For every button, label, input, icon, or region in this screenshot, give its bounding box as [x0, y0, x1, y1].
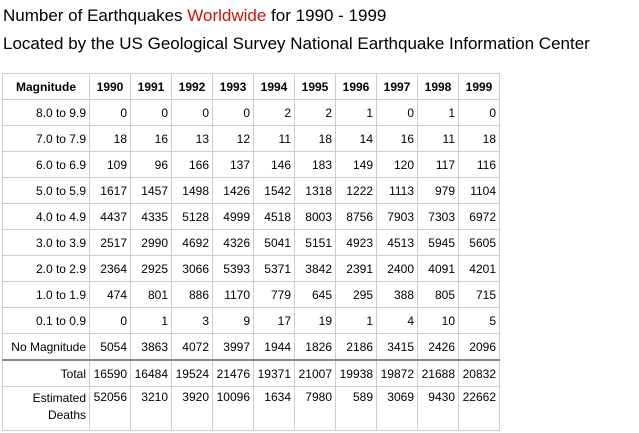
table-cell: 120 [377, 152, 418, 178]
column-header-year: 1992 [172, 74, 213, 100]
table-row [3, 178, 500, 204]
table-cell: 1826 [295, 334, 336, 361]
table-row [3, 100, 500, 126]
table-cell: 1542 [254, 178, 295, 204]
page-subtitle: Located by the US Geological Survey National Earthquake Information Center [3, 34, 590, 53]
table-cell: 3920 [172, 387, 213, 431]
table-cell: 1 [336, 100, 377, 126]
table-cell: 589 [336, 387, 377, 431]
table-cell: 1 [418, 100, 459, 126]
table-cell: 18 [295, 126, 336, 152]
table-cell: 0 [459, 100, 500, 126]
table-cell: 8003 [295, 204, 336, 230]
table-row [3, 256, 500, 282]
table-cell: 10096 [213, 387, 254, 431]
table-cell: 22662 [459, 387, 500, 431]
page-title [3, 6, 386, 26]
table-cell: 117 [418, 152, 459, 178]
table-cell: 1426 [213, 178, 254, 204]
table-cell: 16 [131, 126, 172, 152]
table-cell: 5945 [418, 230, 459, 256]
table-cell: 5393 [213, 256, 254, 282]
row-label: 4.0 to 4.9 [3, 204, 90, 230]
table-cell: 1104 [459, 178, 500, 204]
table-cell: 5054 [90, 334, 131, 361]
table-cell: 16 [377, 126, 418, 152]
table-row [3, 334, 500, 361]
total-row [3, 360, 500, 387]
table-row [3, 230, 500, 256]
table-cell: 10 [418, 308, 459, 334]
table-cell: 1457 [131, 178, 172, 204]
table-cell: 645 [295, 282, 336, 308]
column-header-year: 1994 [254, 74, 295, 100]
table-cell: 2517 [90, 230, 131, 256]
table-cell: 4335 [131, 204, 172, 230]
table-cell: 0 [377, 100, 418, 126]
table-cell: 4437 [90, 204, 131, 230]
table-cell: 1498 [172, 178, 213, 204]
table-cell: 1113 [377, 178, 418, 204]
table-cell: 2391 [336, 256, 377, 282]
table-cell: 3842 [295, 256, 336, 282]
table-cell: 805 [418, 282, 459, 308]
title-accent-worldwide: Worldwide [187, 6, 267, 25]
table-cell: 2925 [131, 256, 172, 282]
table-cell: 715 [459, 282, 500, 308]
table-cell: 3069 [377, 387, 418, 431]
row-label: Estimated Deaths [3, 387, 90, 431]
table-cell: 0 [213, 100, 254, 126]
table-cell: 52056 [90, 387, 131, 431]
row-label: 5.0 to 5.9 [3, 178, 90, 204]
column-header-year: 1998 [418, 74, 459, 100]
table-cell: 2 [295, 100, 336, 126]
table-cell: 4692 [172, 230, 213, 256]
table-cell: 0 [131, 100, 172, 126]
table-cell: 979 [418, 178, 459, 204]
table-cell: 4513 [377, 230, 418, 256]
table-cell: 7303 [418, 204, 459, 230]
table-cell: 13 [172, 126, 213, 152]
row-label: No Magnitude [3, 334, 90, 361]
table-cell: 2990 [131, 230, 172, 256]
row-label: 1.0 to 1.9 [3, 282, 90, 308]
table-cell: 4201 [459, 256, 500, 282]
table-cell: 3863 [131, 334, 172, 361]
table-cell: 12 [213, 126, 254, 152]
table-cell: 4999 [213, 204, 254, 230]
table-cell: 0 [90, 100, 131, 126]
table-cell: 1 [131, 308, 172, 334]
table-cell: 1222 [336, 178, 377, 204]
table-cell: 474 [90, 282, 131, 308]
table-cell: 19524 [172, 360, 213, 387]
table-cell: 2364 [90, 256, 131, 282]
table-cell: 20832 [459, 360, 500, 387]
table-body [3, 100, 500, 431]
row-label: 8.0 to 9.9 [3, 100, 90, 126]
table-cell: 5041 [254, 230, 295, 256]
table-cell: 295 [336, 282, 377, 308]
table-cell: 3997 [213, 334, 254, 361]
table-cell: 19938 [336, 360, 377, 387]
table-cell: 17 [254, 308, 295, 334]
table-cell: 11 [418, 126, 459, 152]
table-cell: 18 [459, 126, 500, 152]
table-cell: 21476 [213, 360, 254, 387]
row-label: Total [3, 360, 90, 387]
column-header-year: 1993 [213, 74, 254, 100]
table-cell: 7980 [295, 387, 336, 431]
table-cell: 0 [90, 308, 131, 334]
table-cell: 6972 [459, 204, 500, 230]
table-cell: 109 [90, 152, 131, 178]
table-cell: 3210 [131, 387, 172, 431]
column-header-year: 1997 [377, 74, 418, 100]
table-cell: 4072 [172, 334, 213, 361]
table-cell: 19 [295, 308, 336, 334]
table-cell: 5371 [254, 256, 295, 282]
deaths-row [3, 387, 500, 431]
table-cell: 3066 [172, 256, 213, 282]
table-row [3, 308, 500, 334]
row-label: 6.0 to 6.9 [3, 152, 90, 178]
title-prefix: Number of Earthquakes [3, 6, 188, 25]
row-label: 7.0 to 7.9 [3, 126, 90, 152]
table-cell: 779 [254, 282, 295, 308]
column-header-year: 1990 [90, 74, 131, 100]
table-header-row [3, 74, 500, 100]
table-cell: 14 [336, 126, 377, 152]
title-suffix: for 1990 - 1999 [266, 6, 387, 25]
table-cell: 21007 [295, 360, 336, 387]
table-cell: 4 [377, 308, 418, 334]
table-cell: 18 [90, 126, 131, 152]
column-header-year: 1995 [295, 74, 336, 100]
table-cell: 5128 [172, 204, 213, 230]
table-cell: 1617 [90, 178, 131, 204]
table-cell: 116 [459, 152, 500, 178]
table-row [3, 152, 500, 178]
table-row [3, 282, 500, 308]
table-cell: 146 [254, 152, 295, 178]
table-cell: 21688 [418, 360, 459, 387]
table-cell: 11 [254, 126, 295, 152]
table-cell: 1944 [254, 334, 295, 361]
table-cell: 166 [172, 152, 213, 178]
table-cell: 2096 [459, 334, 500, 361]
table-cell: 7903 [377, 204, 418, 230]
table-cell: 9 [213, 308, 254, 334]
earthquake-table [2, 73, 500, 431]
table-cell: 0 [172, 100, 213, 126]
column-header-magnitude: Magnitude [3, 74, 90, 100]
table-cell: 19872 [377, 360, 418, 387]
table-cell: 5151 [295, 230, 336, 256]
table-cell: 5605 [459, 230, 500, 256]
table-row [3, 204, 500, 230]
table-cell: 1170 [213, 282, 254, 308]
table-cell: 2 [254, 100, 295, 126]
table-cell: 183 [295, 152, 336, 178]
row-label: 2.0 to 2.9 [3, 256, 90, 282]
table-cell: 4518 [254, 204, 295, 230]
table-cell: 2426 [418, 334, 459, 361]
table-cell: 2400 [377, 256, 418, 282]
table-cell: 16590 [90, 360, 131, 387]
table-cell: 4923 [336, 230, 377, 256]
table-cell: 3415 [377, 334, 418, 361]
table-cell: 1634 [254, 387, 295, 431]
table-cell: 9430 [418, 387, 459, 431]
table-cell: 16484 [131, 360, 172, 387]
table-cell: 137 [213, 152, 254, 178]
table-cell: 2186 [336, 334, 377, 361]
table-cell: 19371 [254, 360, 295, 387]
table-cell: 5 [459, 308, 500, 334]
table-cell: 4091 [418, 256, 459, 282]
table-cell: 1 [336, 308, 377, 334]
table-cell: 3 [172, 308, 213, 334]
column-header-year: 1999 [459, 74, 500, 100]
table-cell: 96 [131, 152, 172, 178]
table-cell: 1318 [295, 178, 336, 204]
column-header-year: 1996 [336, 74, 377, 100]
column-header-year: 1991 [131, 74, 172, 100]
table-cell: 149 [336, 152, 377, 178]
table-cell: 4326 [213, 230, 254, 256]
table-row [3, 126, 500, 152]
row-label: 3.0 to 3.9 [3, 230, 90, 256]
row-label: 0.1 to 0.9 [3, 308, 90, 334]
table-cell: 388 [377, 282, 418, 308]
table-cell: 801 [131, 282, 172, 308]
table-cell: 8756 [336, 204, 377, 230]
table-cell: 886 [172, 282, 213, 308]
